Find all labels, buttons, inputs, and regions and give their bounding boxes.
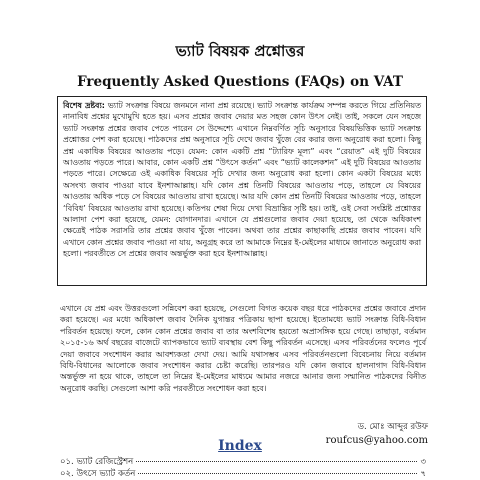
index-item-label: ০১. ভ্যাট রেজিস্ট্রেশন (60, 457, 134, 467)
body-paragraph: এখানে যে প্রশ্ন এবং উত্তরগুলো সন্নিবেশ করা হয়েছে, সেগুলো বিগত কয়েক বছর ধরে পাঠকদের প্রশ্নের জবাবে প্রদান করা হয়েছে। এর মধ্যে অধিকাংশ জবাব দৈনিক যুগান্তর পত্রিকায় ছাপা হয়েছে। ইতোমধ্যে ভ্যাট সংক্রান্ত বিধি-বিধান পরিবর্তন হয়েছে। ফলে, কোন কোন প্রশ্নের জবাব বা তার অংশবিশেষ হয়তো অপ্রাসঙ্গিক হয়ে গেছে। তাছাড়া, বর্তমান ২০১৫-১৬ অর্থ বছরের বাজেটে ব্যাপকভাবে ভ্যাট ব্যবস্থায় বেশ কিছু পরিবর্তন এসেছে। এসব পরিবর্তনের ফলেও পূর্বে দেয়া জবাবে সংশোধন করার আবশ্যকতা দেখা দেয়। আমি যথাসম্ভব এসব পরিবর্তনগুলো বিবেচনায় নিয়ে বর্তমান বিধি-বিধানের আলোকে জবাব সংশোধন করার চেষ্টা করেছি। তারপরও যদি কোন জবাবে হালনাগাদ বিধি-বিধান অন্তর্ভুক্ত না হয়ে থাকে, তাহলে তা নিম্নের ই-মেইলের মাধ্যমে আমার নজরে আনার জন্য সম্মানিত পাঠকদের বিনীত অনুরোধ করছি। সেগুলো আশা করি পরবর্তীতে সংশোধন করা হবে। (60, 304, 426, 393)
author-email: roufcus@yahoo.com (325, 435, 428, 446)
index-title: Index (218, 438, 262, 454)
notice-box (57, 96, 427, 286)
page-title-english: Frequently Asked Questions (FAQs) on VAT (77, 74, 403, 90)
index-leader-dots (138, 473, 417, 474)
page-title-bengali: ভ্যাট বিষয়ক প্রশ্নোত্তর (175, 42, 305, 60)
index-leader-dots (136, 461, 417, 462)
index-item-label: ০২. উৎসে ভ্যাট কর্তন (60, 469, 136, 479)
index-list (60, 456, 426, 480)
notice-text: ভ্যাট সংক্রান্ত বিষয়ে জনমনে নানা প্রশ্ন রয়েছে। ভ্যাট সংক্রান্ত কার্যক্রম সম্পন্ন করতে গিয়ে প্রতিনিয়ত নানাবিধ প্রশ্নের মুখোমুখি হতে হয়। এসব প্রশ্নের জবাব দেয়ার মত সহজ কোন উৎস নেই। তাই, সকলে যেন সহজে ভ্যাট সংক্রান্ত প্রশ্নের জবাব পেতে পারেন সে উদ্দেশ্যে এখানে নিম্নবর্ণিত সূচি অনুসারে বিষয়ভিত্তিক ভ্যাট সংক্রান্ত প্রশ্নোত্তর পেশ করা হয়েছে। পাঠকদের প্রশ্ন অনুসারে সূচি দেখে জবাব খুঁজে বের করার জন্য অনুরোধ করা হলো। কিছু প্রশ্ন একাধিক বিষয়ের আওতায় পড়ে। যেমন: কোন একটি প্রশ্ন “ট্যারিফ মূল্য” এবং “রেয়াত” এই দুটি বিষয়ের আওতায় পড়তে পারে। আবার, কোন একটি প্রশ্ন “উৎসে কর্তন” এবং “ভ্যাট কালেকশন” এই দুটি বিষয়ের আওতায় পড়তে পারে। সেক্ষেত্রে ওই একাধিক বিষয়ের সূচি দেখার জন্য অনুরোধ করা হলো। কোন একটা বিষয়ের মধ্যে অসংখ্য জবাব পাওয়া যাবে ইনশাআল্লাহ। যদি কোন প্রশ্ন তিনটি বিষয়ের আওতায় পড়ে, তাহলে যে বিষয়ের আওতায় অধিক পড়ে সে বিষয়ের আওতায় রাখা হয়েছে। আর যদি কোন প্রশ্ন তিনটি বিষয়ের আওতায় পড়ে, তাহলে ‘বিবিধ’ বিষয়ের আওতায় রাখা হয়েছে। কতিপয় শেষা দিয়ে দেখা বিভ্রান্তির সৃষ্টি হয়। তাই, ওই সেবা সংশ্লিষ্ট প্রশ্নোত্তর আলাদা পেশ করা হয়েছে, যেমন: যোগানদার। এখানে যে প্রশ্নগুলোর জবাব দেয়া হয়েছে, তা থেকে অধিকাংশ ক্ষেত্রেই পাঠক সরাসরি তার প্রশ্নের জবাব খুঁজে পাবেন। অথবা তার প্রশ্নের কাছাকাছি প্রশ্নের জবাব পাবেন। যদি এখানে কোন প্রশ্নের জবাব পাওয়া না যায়, অনুগ্রহ করে তা আমাকে নিম্নের ই-মেইলের মাধ্যমে জানাতে অনুরোধ করা হলো। পরবর্তীতে সে প্রশ্নের জবাব অন্তর্ভুক্ত করা হবে ইনশাআল্লাহ। (63, 101, 421, 259)
notice-lead: বিশেষ দ্রষ্টব্য: (63, 101, 105, 110)
index-item-page: ৩ (420, 457, 426, 467)
index-item[interactable] (60, 468, 426, 480)
index-item[interactable] (60, 456, 426, 468)
index-item-page: ৭ (420, 469, 426, 479)
author-name: ড. মোঃ আব্দুর রউফ (357, 422, 428, 432)
